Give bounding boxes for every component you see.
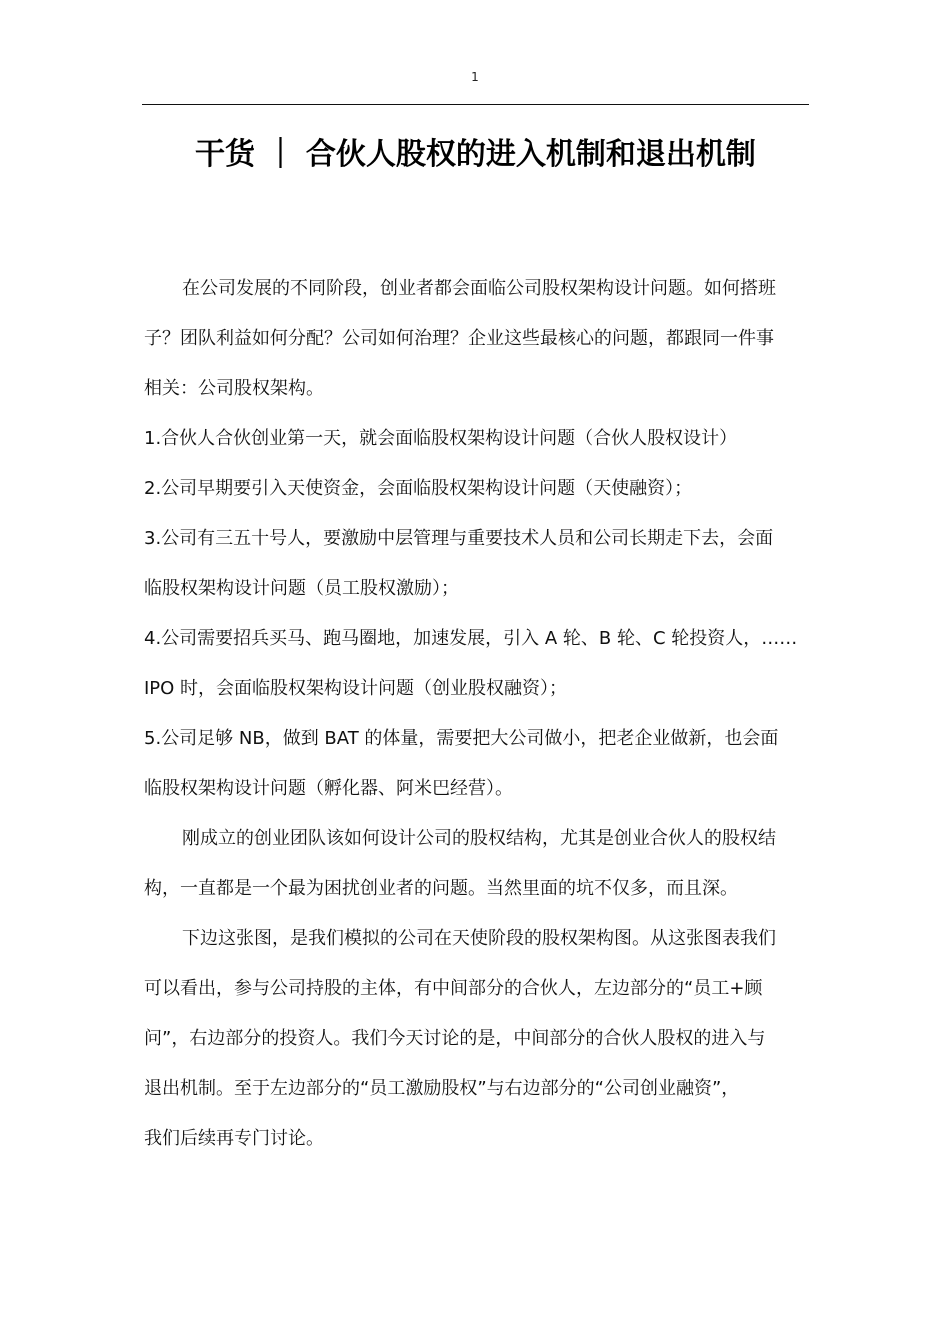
paragraph-line: 子？团队利益如何分配？公司如何治理？企业这些最核心的问题，都跟同一件事 — [144, 328, 774, 349]
paragraph-line: 可以看出，参与公司持股的主体，有中间部分的合伙人，左边部分的“员工+顾 — [144, 978, 763, 999]
paragraph-line: 在公司发展的不同阶段，创业者都会面临公司股权架构设计问题。如何搭班 — [182, 278, 776, 299]
list-item-line: 2.公司早期要引入天使资金，会面临股权架构设计问题（天使融资）； — [144, 478, 693, 499]
paragraph-line: 刚成立的创业团队该如何设计公司的股权结构，尤其是创业合伙人的股权结 — [182, 828, 776, 849]
list-item-line: 1.合伙人合伙创业第一天，就会面临股权架构设计问题（合伙人股权设计） — [144, 428, 738, 449]
paragraph-line: 下边这张图，是我们模拟的公司在天使阶段的股权架构图。从这张图表我们 — [182, 928, 776, 949]
list-item-line: 4.公司需要招兵买马、跑马圈地，加速发展，引入 A 轮、B 轮、C 轮投资人，…… — [144, 628, 798, 649]
list-item-line: 3.公司有三五十号人，要激励中层管理与重要技术人员和公司长期走下去，会面 — [144, 528, 774, 549]
page-number: 1 — [471, 70, 479, 84]
list-item-line: IPO 时，会面临股权架构设计问题（创业股权融资）； — [144, 678, 568, 699]
paragraph-line: 退出机制。至于左边部分的“员工激励股权”与右边部分的“公司创业融资”， — [144, 1078, 740, 1099]
list-item-line: 临股权架构设计问题（员工股权激励）； — [144, 578, 459, 599]
paragraph-line: 构，一直都是一个最为困扰创业者的问题。当然里面的坑不仅多，而且深。 — [144, 878, 738, 899]
list-item-line: 临股权架构设计问题（孵化器、阿米巴经营）。 — [144, 778, 513, 799]
paragraph-line: 我们后续再专门讨论。 — [144, 1128, 324, 1149]
paragraph-line: 相关：公司股权架构。 — [144, 378, 324, 399]
header-rule — [142, 104, 809, 105]
paragraph-line: 问”，右边部分的投资人。我们今天讨论的是，中间部分的合伙人股权的进入与 — [144, 1028, 766, 1049]
list-item-line: 5.公司足够 NB，做到 BAT 的体量，需要把大公司做小，把老企业做新，也会面 — [144, 728, 779, 749]
body-text — [144, 264, 809, 1164]
document-title: 干货 ｜ 合伙人股权的进入机制和退出机制 — [195, 137, 756, 172]
